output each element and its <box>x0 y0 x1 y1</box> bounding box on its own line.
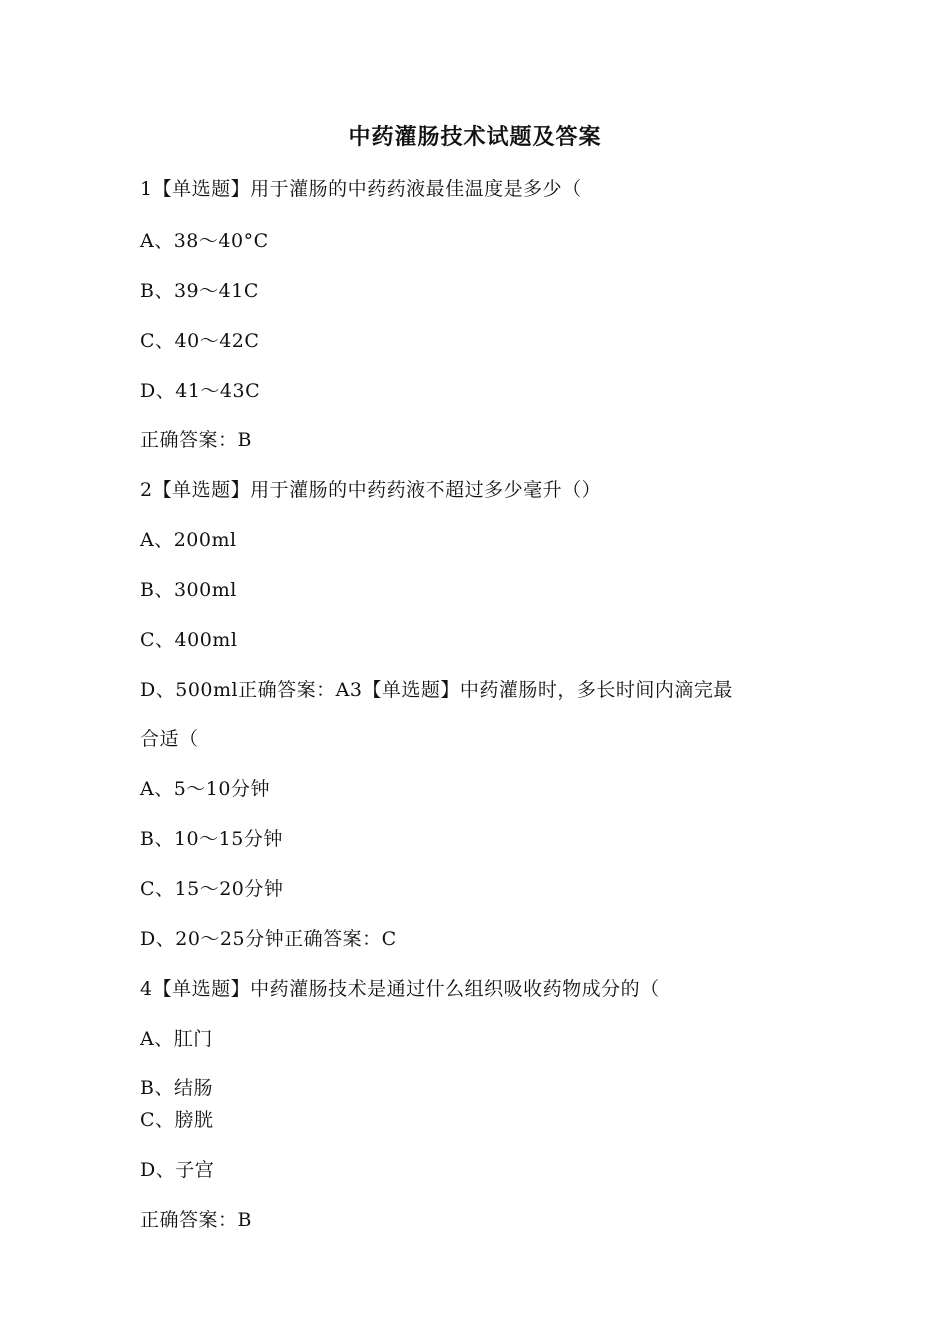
question-4-option-d: D、子宫 <box>140 1159 215 1181</box>
question-1-text: 1【单选题】用于灌肠的中药药液最佳温度是多少（ <box>140 178 582 200</box>
question-2-option-a: A、200ml <box>140 529 237 551</box>
question-1-option-d: D、41〜43C <box>140 380 261 402</box>
question-2-option-d-and-question-3: D、500ml正确答案：A3【单选题】中药灌肠时，多长时间内滴完最 <box>140 679 733 701</box>
question-4-option-c: C、膀胱 <box>140 1109 214 1131</box>
question-2-option-c: C、400ml <box>140 629 238 651</box>
question-1-answer: 正确答案：B <box>140 429 252 451</box>
document-title: 中药灌肠技术试题及答案 <box>348 125 602 150</box>
question-4-option-b: B、结肠 <box>140 1077 213 1099</box>
question-4-answer: 正确答案：B <box>140 1209 252 1231</box>
question-1-option-b: B、39〜41C <box>140 280 259 302</box>
question-2-text: 2【单选题】用于灌肠的中药药液不超过多少毫升（） <box>140 479 602 501</box>
question-3-option-c: C、15〜20分钟 <box>140 878 284 900</box>
question-4-option-a: A、肛门 <box>140 1028 213 1050</box>
question-1-option-c: C、40〜42C <box>140 330 260 352</box>
question-3-text-continued: 合适（ <box>140 728 199 750</box>
question-3-option-a: A、5〜10分钟 <box>140 778 270 800</box>
question-3-option-d-answer: D、20〜25分钟正确答案：C <box>140 928 397 950</box>
question-3-option-b: B、10〜15分钟 <box>140 828 283 850</box>
question-4-text: 4【单选题】中药灌肠技术是通过什么组织吸收药物成分的（ <box>140 978 660 1000</box>
question-1-option-a: A、38〜40°C <box>140 230 269 252</box>
question-2-option-b: B、300ml <box>140 579 237 601</box>
